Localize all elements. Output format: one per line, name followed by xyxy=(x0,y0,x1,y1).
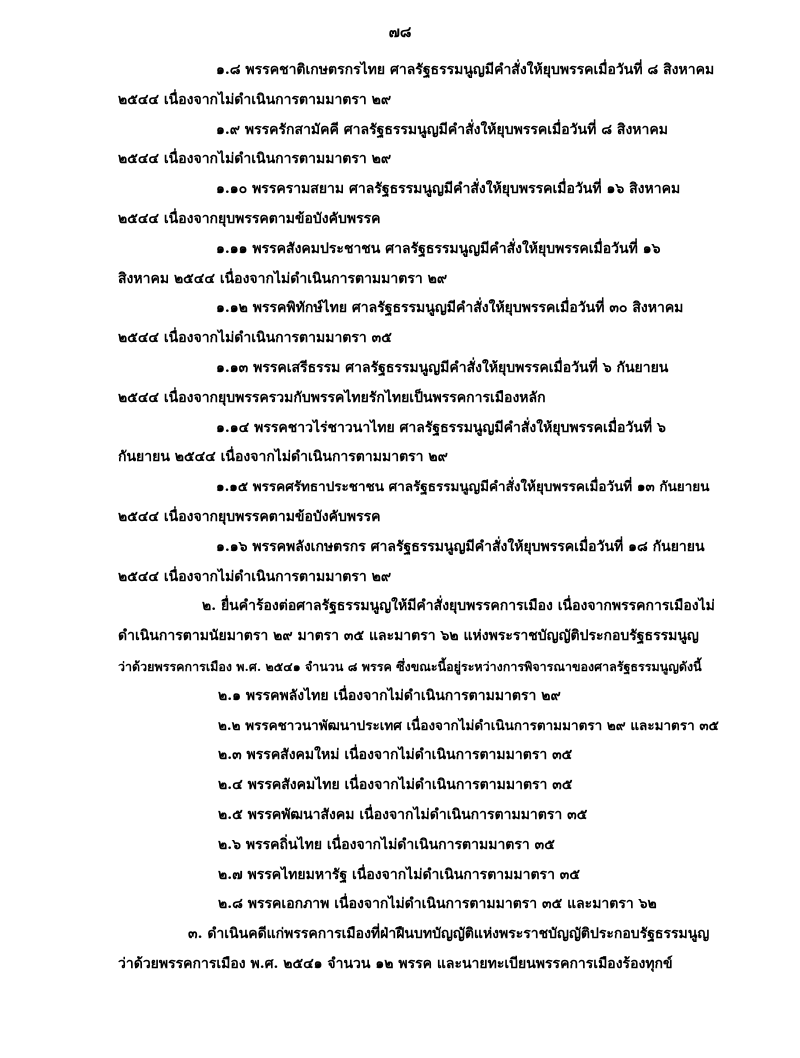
item-first-line: ๑.๑๕ พรรคศรัทธาประชาชน ศาลรัฐธรรมนูญมีคำสั่งให้ยุบพรรคเมื่อวันที่ ๑๓ กันยายน xyxy=(216,479,710,496)
item-first-line: ๑.๑๖ พรรคพลังเกษตรกร ศาลรัฐธรรมนูญมีคำสั่งให้ยุบพรรคเมื่อวันที่ ๑๘ กันยายน xyxy=(216,538,705,555)
section-2-line-3: ว่าด้วยพรรคการเมือง พ.ศ. ๒๕๔๑ จำนวน ๘ พรรค ซึ่งขณะนี้อยู่ระหว่างการพิจารณาของศาลรัฐธรรมนูญดังนี้ xyxy=(118,658,702,674)
page-number: ๗๘ xyxy=(388,23,412,41)
list-item xyxy=(118,175,722,235)
list-item xyxy=(118,116,722,176)
item-continuation-line: สิงหาคม ๒๕๔๔ เนื่องจากไม่ดำเนินการตามมาตรา ๒๙ xyxy=(118,270,448,287)
item-continuation-line: ๒๕๔๔ เนื่องจากไม่ดำเนินการตามมาตรา ๒๙ xyxy=(118,151,392,168)
item-first-line: ๑.๑๑ พรรคสังคมประชาชน ศาลรัฐธรรมนูญมีคำสั่งให้ยุบพรรคเมื่อวันที่ ๑๖ xyxy=(216,240,661,257)
item-continuation-line: ๒๕๔๔ เนื่องจากยุบพรรครวมกับพรรคไทยรักไทยเป็นพรรคการเมืองหลัก xyxy=(118,389,546,406)
section-2-line-2: ดำเนินการตามนัยมาตรา ๒๙ มาตรา ๓๕ และมาตรา ๖๒ แห่งพระราชบัญญัติประกอบรัฐธรรมนูญ xyxy=(118,628,699,645)
item-continuation-line: ๒๕๔๔ เนื่องจากไม่ดำเนินการตามมาตรา ๒๙ xyxy=(118,568,392,585)
list-item: ๒.๘ พรรคเอกภาพ เนื่องจากไม่ดำเนินการตามมาตรา ๓๕ และมาตรา ๖๒ xyxy=(218,896,657,913)
item-continuation-line: กันยายน ๒๕๔๔ เนื่องจากไม่ดำเนินการตามมาตรา ๒๙ xyxy=(118,449,448,466)
item-first-line: ๑.๑๒ พรรคพิทักษ์ไทย ศาลรัฐธรรมนูญมีคำสั่งให้ยุบพรรคเมื่อวันที่ ๓๐ สิงหาคม xyxy=(216,300,684,317)
list-item: ๒.๕ พรรคพัฒนาสังคม เนื่องจากไม่ดำเนินการตามมาตรา ๓๕ xyxy=(218,806,588,823)
item-continuation-line: ๒๕๔๔ เนื่องจากไม่ดำเนินการตามมาตรา ๓๕ xyxy=(118,330,392,347)
section-3-line-1: ๓. ดำเนินคดีแก่พรรคการเมืองที่ฝ่าฝืนบทบัญญัติแห่งพระราชบัญญัติประกอบรัฐธรรมนูญ xyxy=(188,926,710,943)
item-continuation-line: ๒๕๔๔ เนื่องจากไม่ดำเนินการตามมาตรา ๒๙ xyxy=(118,91,392,108)
list-item: ๒.๒ พรรคชาวนาพัฒนาประเทศ เนื่องจากไม่ดำเนินการตามมาตรา ๒๙ และมาตรา ๓๕ xyxy=(218,717,719,734)
list-item xyxy=(118,354,722,414)
item-continuation-line: ๒๕๔๔ เนื่องจากยุบพรรคตามข้อบังคับพรรค xyxy=(118,508,381,525)
section-2-paragraph xyxy=(118,592,722,681)
list-item xyxy=(118,56,722,116)
list-item: ๒.๔ พรรคสังคมไทย เนื่องจากไม่ดำเนินการตามมาตรา ๓๕ xyxy=(218,777,573,794)
list-item: ๒.๖ พรรคถิ่นไทย เนื่องจากไม่ดำเนินการตามมาตรา ๓๕ xyxy=(218,836,555,853)
list-item xyxy=(118,235,722,295)
document-body xyxy=(118,56,722,980)
item-first-line: ๑.๑๐ พรรครามสยาม ศาลรัฐธรรมนูญมีคำสั่งให้ยุบพรรคเมื่อวันที่ ๑๖ สิงหาคม xyxy=(216,181,681,198)
list-item: ๒.๗ พรรคไทยมหารัฐ เนื่องจากไม่ดำเนินการตามมาตรา ๓๕ xyxy=(218,866,580,883)
item-first-line: ๑.๘ พรรคชาติเกษตรกรไทย ศาลรัฐธรรมนูญมีคำสั่งให้ยุบพรรคเมื่อวันที่ ๘ สิงหาคม xyxy=(216,62,715,78)
list-item xyxy=(118,414,722,474)
list-item xyxy=(118,294,722,354)
list-item xyxy=(118,473,722,533)
item-first-line: ๑.๑๔ พรรคชาวไร่ชาวนาไทย ศาลรัฐธรรมนูญมีคำสั่งให้ยุบพรรคเมื่อวันที่ ๖ xyxy=(216,419,666,436)
item-continuation-line: ๒๕๔๔ เนื่องจากยุบพรรคตามข้อบังคับพรรค xyxy=(118,210,381,227)
item-first-line: ๑.๑๓ พรรคเสรีธรรม ศาลรัฐธรรมนูญมีคำสั่งให้ยุบพรรคเมื่อวันที่ ๖ กันยายน xyxy=(216,359,669,376)
list-item: ๒.๓ พรรคสังคมใหม่ เนื่องจากไม่ดำเนินการตามมาตรา ๓๕ xyxy=(218,747,573,764)
list-item xyxy=(118,533,722,593)
section-2-line-1: ๒. ยื่นคำร้องต่อศาลรัฐธรรมนูญให้มีคำสั่งยุบพรรคการเมือง เนื่องจากพรรคการเมืองไม่ xyxy=(202,598,715,615)
item-first-line: ๑.๙ พรรครักสามัคคี ศาลรัฐธรรมนูญมีคำสั่งให้ยุบพรรคเมื่อวันที่ ๘ สิงหาคม xyxy=(216,121,668,138)
list-item: ๒.๑ พรรคพลังไทย เนื่องจากไม่ดำเนินการตามมาตรา ๒๙ xyxy=(218,687,561,704)
section-3-paragraph xyxy=(118,920,722,980)
section-3-line-2: ว่าด้วยพรรคการเมือง พ.ศ. ๒๕๔๑ จำนวน ๑๒ พรรค และนายทะเบียนพรรคการเมืองร้องทุกข์ xyxy=(118,955,673,972)
